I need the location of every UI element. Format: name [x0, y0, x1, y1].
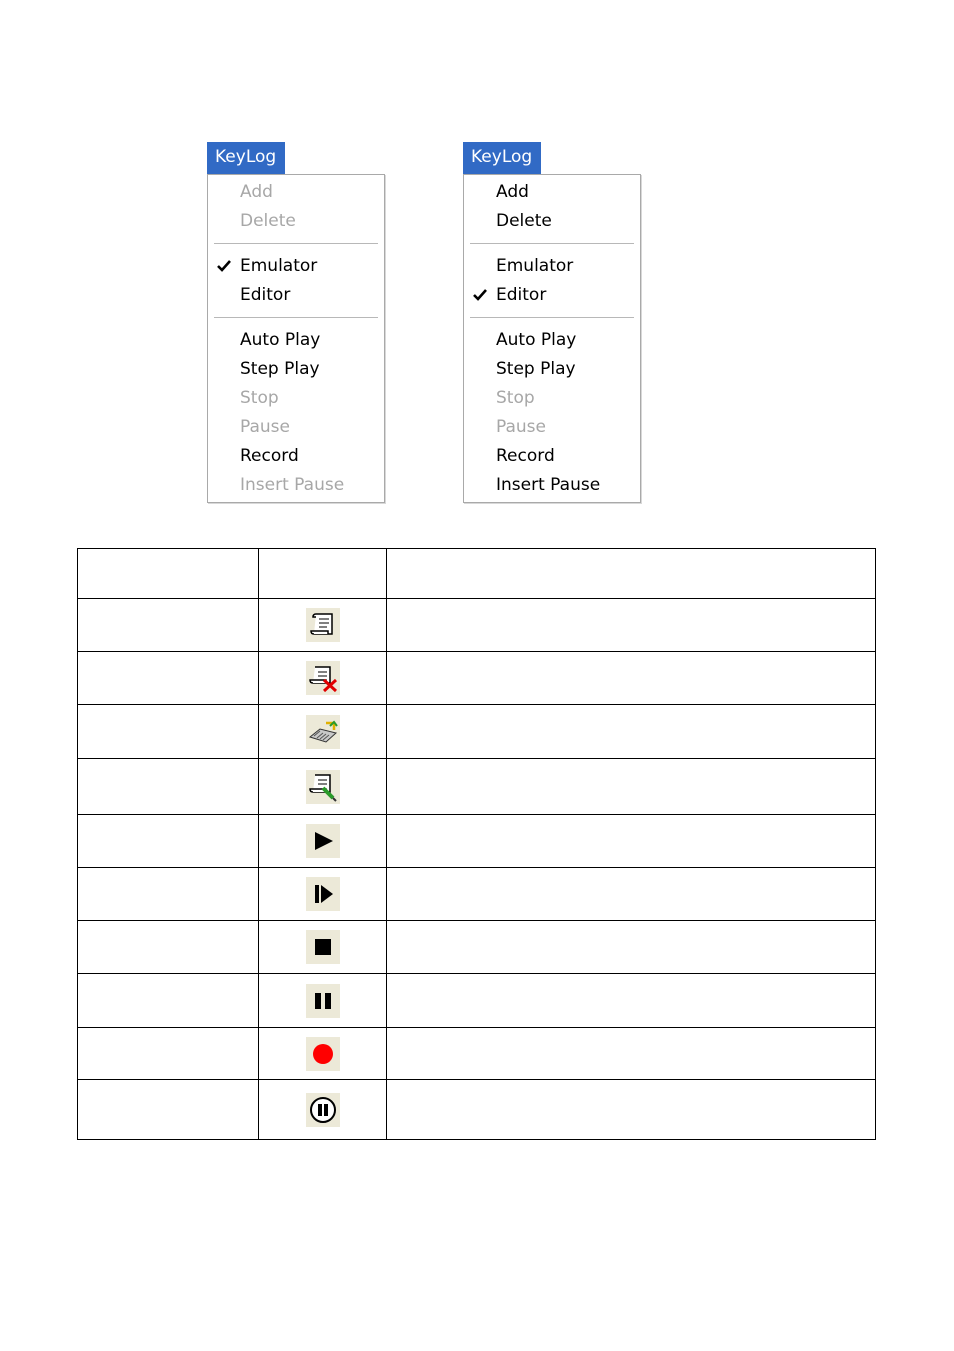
- checkmark-icon: [473, 288, 487, 302]
- menu-item-step-play[interactable]: Step Play: [496, 359, 576, 379]
- play-icon: [306, 824, 340, 858]
- table-row: [78, 705, 876, 759]
- menu-item-pause: Pause: [240, 417, 290, 437]
- scroll-icon: [306, 608, 340, 642]
- stop-icon: [306, 930, 340, 964]
- table-row: [78, 652, 876, 705]
- table-row: [78, 868, 876, 921]
- delete-scroll-icon: [306, 661, 340, 695]
- keylog-menu-right: [463, 142, 643, 503]
- table-row: [78, 815, 876, 868]
- menu-separator: [470, 243, 634, 244]
- menu-item-auto-play[interactable]: Auto Play: [240, 330, 321, 350]
- menu-item-editor[interactable]: Editor: [464, 281, 640, 310]
- menu-item-delete: Delete: [240, 211, 296, 231]
- menu-item-pause: Pause: [496, 417, 546, 437]
- menu-separator: [214, 243, 378, 244]
- menu-separator: [214, 317, 378, 318]
- keyboard-icon: [306, 715, 340, 749]
- record-icon: [306, 1037, 340, 1071]
- table-cell: [78, 549, 259, 599]
- table-row: [78, 599, 876, 652]
- table-header-row: [78, 549, 876, 599]
- menu-item-insert-pause: Insert Pause: [240, 475, 345, 495]
- table-row: [78, 1080, 876, 1140]
- insert-pause-icon: [306, 1093, 340, 1127]
- menu-item-add: Add: [240, 182, 273, 202]
- menu-item-delete[interactable]: Delete: [496, 211, 552, 231]
- toolbar-icon-table: [77, 548, 876, 1140]
- keylog-menu-left: [207, 142, 387, 503]
- menu-item-step-play[interactable]: Step Play: [240, 359, 320, 379]
- table-row: [78, 1028, 876, 1080]
- step-play-icon: [306, 877, 340, 911]
- menu-item-insert-pause[interactable]: Insert Pause: [496, 475, 601, 495]
- menu-item-stop: Stop: [496, 388, 535, 408]
- table-cell: [259, 549, 387, 599]
- menu-title[interactable]: KeyLog: [463, 142, 541, 174]
- menu-item-emulator[interactable]: Emulator: [496, 256, 574, 276]
- menu-dropdown: [207, 174, 385, 503]
- menu-item-auto-play[interactable]: Auto Play: [496, 330, 577, 350]
- menu-dropdown: [463, 174, 641, 503]
- menu-item-record[interactable]: Record: [240, 446, 299, 466]
- menu-item-stop: Stop: [240, 388, 279, 408]
- menu-item-editor[interactable]: Editor: [240, 285, 291, 305]
- checkmark-icon: [217, 259, 231, 273]
- table-row: [78, 921, 876, 974]
- menu-separator: [470, 317, 634, 318]
- menu-item-add[interactable]: Add: [496, 182, 529, 202]
- table-cell: [387, 549, 876, 599]
- menu-item-record[interactable]: Record: [496, 446, 555, 466]
- table-row: [78, 974, 876, 1028]
- edit-scroll-icon: [306, 770, 340, 804]
- menu-title[interactable]: KeyLog: [207, 142, 285, 174]
- pause-icon: [306, 984, 340, 1018]
- menu-item-emulator[interactable]: Emulator: [208, 252, 384, 281]
- table-row: [78, 759, 876, 815]
